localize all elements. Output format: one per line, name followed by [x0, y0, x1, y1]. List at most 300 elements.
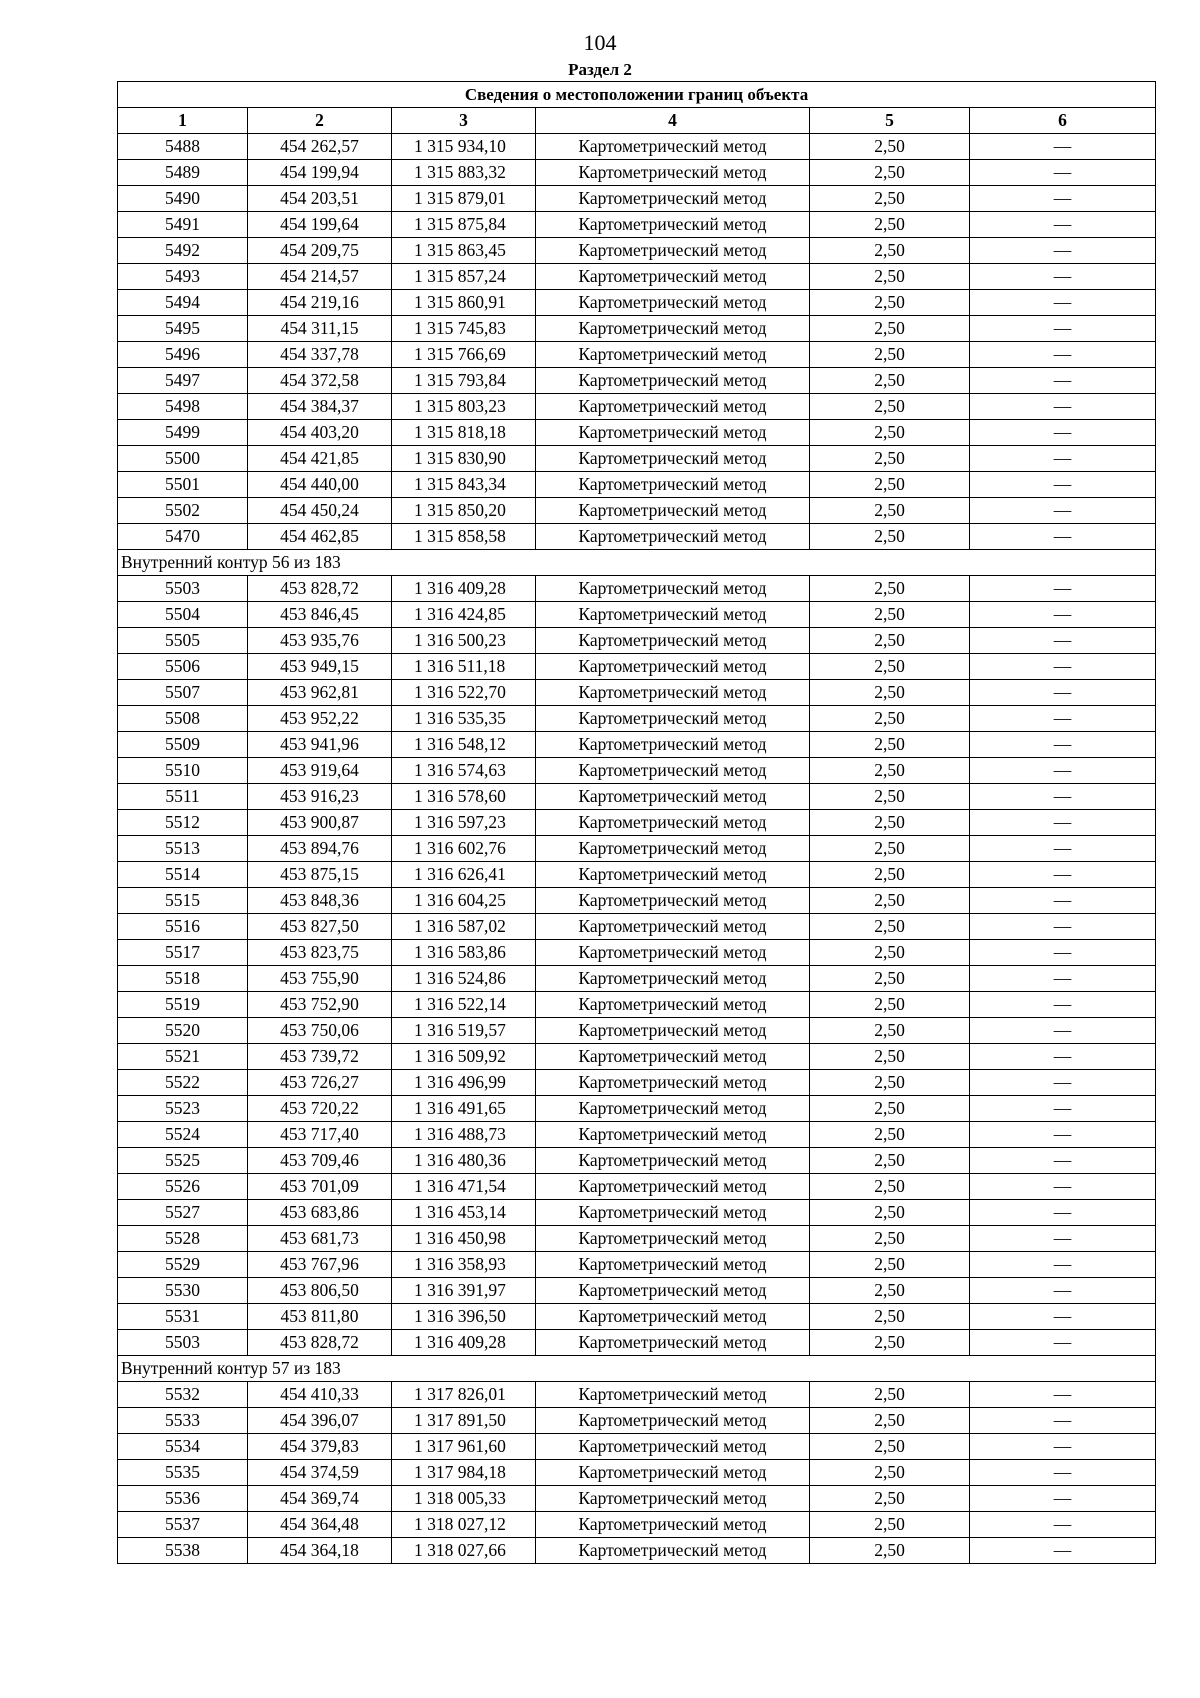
x-coordinate-cell: 453 875,15 — [248, 862, 392, 888]
y-coordinate-cell: 1 318 027,66 — [392, 1538, 536, 1564]
x-coordinate-cell: 453 935,76 — [248, 628, 392, 654]
description-cell: — — [970, 290, 1156, 316]
description-cell: — — [970, 1226, 1156, 1252]
x-coordinate-cell: 453 726,27 — [248, 1070, 392, 1096]
method-cell: Картометрический метод — [536, 212, 810, 238]
accuracy-cell: 2,50 — [810, 1330, 970, 1356]
description-cell: — — [970, 914, 1156, 940]
description-cell: — — [970, 966, 1156, 992]
column-header-2: 2 — [248, 108, 392, 134]
point-number-cell: 5517 — [118, 940, 248, 966]
point-number-cell: 5524 — [118, 1122, 248, 1148]
accuracy-cell: 2,50 — [810, 1304, 970, 1330]
table-row — [118, 732, 1156, 758]
y-coordinate-cell: 1 315 879,01 — [392, 186, 536, 212]
point-number-cell: 5515 — [118, 888, 248, 914]
point-number-cell: 5508 — [118, 706, 248, 732]
x-coordinate-cell: 453 916,23 — [248, 784, 392, 810]
x-coordinate-cell: 454 384,37 — [248, 394, 392, 420]
accuracy-cell: 2,50 — [810, 1408, 970, 1434]
x-coordinate-cell: 453 894,76 — [248, 836, 392, 862]
description-cell: — — [970, 1070, 1156, 1096]
point-number-cell: 5527 — [118, 1200, 248, 1226]
method-cell: Картометрический метод — [536, 940, 810, 966]
method-cell: Картометрический метод — [536, 1434, 810, 1460]
description-cell: — — [970, 1122, 1156, 1148]
table-row — [118, 1538, 1156, 1564]
table-row — [118, 264, 1156, 290]
description-cell: — — [970, 160, 1156, 186]
accuracy-cell: 2,50 — [810, 264, 970, 290]
table-row — [118, 1408, 1156, 1434]
y-coordinate-cell: 1 316 509,92 — [392, 1044, 536, 1070]
description-cell: — — [970, 1434, 1156, 1460]
accuracy-cell: 2,50 — [810, 394, 970, 420]
accuracy-cell: 2,50 — [810, 446, 970, 472]
method-cell: Картометрический метод — [536, 1018, 810, 1044]
accuracy-cell: 2,50 — [810, 1070, 970, 1096]
accuracy-cell: 2,50 — [810, 914, 970, 940]
method-cell: Картометрический метод — [536, 966, 810, 992]
method-cell: Картометрический метод — [536, 160, 810, 186]
x-coordinate-cell: 453 709,46 — [248, 1148, 392, 1174]
y-coordinate-cell: 1 315 863,45 — [392, 238, 536, 264]
point-number-cell: 5538 — [118, 1538, 248, 1564]
x-coordinate-cell: 454 262,57 — [248, 134, 392, 160]
x-coordinate-cell: 453 755,90 — [248, 966, 392, 992]
accuracy-cell: 2,50 — [810, 1486, 970, 1512]
x-coordinate-cell: 454 440,00 — [248, 472, 392, 498]
point-number-cell: 5532 — [118, 1382, 248, 1408]
method-cell: Картометрический метод — [536, 134, 810, 160]
x-coordinate-cell: 454 364,18 — [248, 1538, 392, 1564]
method-cell: Картометрический метод — [536, 394, 810, 420]
point-number-cell: 5504 — [118, 602, 248, 628]
boundary-table — [117, 81, 1156, 1564]
y-coordinate-cell: 1 316 587,02 — [392, 914, 536, 940]
description-cell: — — [970, 472, 1156, 498]
description-cell: — — [970, 1148, 1156, 1174]
method-cell: Картометрический метод — [536, 680, 810, 706]
table-row — [118, 628, 1156, 654]
point-number-cell: 5520 — [118, 1018, 248, 1044]
description-cell: — — [970, 732, 1156, 758]
method-cell: Картометрический метод — [536, 1070, 810, 1096]
x-coordinate-cell: 454 410,33 — [248, 1382, 392, 1408]
method-cell: Картометрический метод — [536, 1122, 810, 1148]
x-coordinate-cell: 453 823,75 — [248, 940, 392, 966]
description-cell: — — [970, 1538, 1156, 1564]
point-number-cell: 5507 — [118, 680, 248, 706]
method-cell: Картометрический метод — [536, 1486, 810, 1512]
x-coordinate-cell: 454 214,57 — [248, 264, 392, 290]
method-cell: Картометрический метод — [536, 1200, 810, 1226]
accuracy-cell: 2,50 — [810, 134, 970, 160]
description-cell: — — [970, 888, 1156, 914]
method-cell: Картометрический метод — [536, 706, 810, 732]
table-row — [118, 758, 1156, 784]
method-cell: Картометрический метод — [536, 628, 810, 654]
x-coordinate-cell: 454 209,75 — [248, 238, 392, 264]
accuracy-cell: 2,50 — [810, 1226, 970, 1252]
method-cell: Картометрический метод — [536, 420, 810, 446]
table-row — [118, 810, 1156, 836]
point-number-cell: 5496 — [118, 342, 248, 368]
table-row — [118, 1512, 1156, 1538]
method-cell: Картометрический метод — [536, 1538, 810, 1564]
point-number-cell: 5492 — [118, 238, 248, 264]
y-coordinate-cell: 1 315 818,18 — [392, 420, 536, 446]
accuracy-cell: 2,50 — [810, 1512, 970, 1538]
table-row — [118, 836, 1156, 862]
method-cell: Картометрический метод — [536, 576, 810, 602]
point-number-cell: 5501 — [118, 472, 248, 498]
column-header-5: 5 — [810, 108, 970, 134]
y-coordinate-cell: 1 315 883,32 — [392, 160, 536, 186]
method-cell: Картометрический метод — [536, 446, 810, 472]
y-coordinate-cell: 1 315 934,10 — [392, 134, 536, 160]
accuracy-cell: 2,50 — [810, 1018, 970, 1044]
point-number-cell: 5528 — [118, 1226, 248, 1252]
table-row — [118, 1486, 1156, 1512]
table-row — [118, 1174, 1156, 1200]
table-row — [118, 498, 1156, 524]
x-coordinate-cell: 454 219,16 — [248, 290, 392, 316]
table-row — [118, 1148, 1156, 1174]
accuracy-cell: 2,50 — [810, 420, 970, 446]
accuracy-cell: 2,50 — [810, 602, 970, 628]
accuracy-cell: 2,50 — [810, 1122, 970, 1148]
accuracy-cell: 2,50 — [810, 862, 970, 888]
table-row — [118, 1096, 1156, 1122]
description-cell: — — [970, 1200, 1156, 1226]
description-cell: — — [970, 1512, 1156, 1538]
contour-label: Внутренний контур 57 из 183 — [118, 1356, 1156, 1382]
point-number-cell: 5502 — [118, 498, 248, 524]
x-coordinate-cell: 453 701,09 — [248, 1174, 392, 1200]
method-cell: Картометрический метод — [536, 1304, 810, 1330]
method-cell: Картометрический метод — [536, 1252, 810, 1278]
x-coordinate-cell: 454 462,85 — [248, 524, 392, 550]
x-coordinate-cell: 454 403,20 — [248, 420, 392, 446]
column-header-row — [118, 108, 1156, 134]
table-row — [118, 1278, 1156, 1304]
point-number-cell: 5509 — [118, 732, 248, 758]
description-cell: — — [970, 862, 1156, 888]
y-coordinate-cell: 1 316 488,73 — [392, 1122, 536, 1148]
y-coordinate-cell: 1 317 984,18 — [392, 1460, 536, 1486]
point-number-cell: 5537 — [118, 1512, 248, 1538]
y-coordinate-cell: 1 316 548,12 — [392, 732, 536, 758]
point-number-cell: 5519 — [118, 992, 248, 1018]
x-coordinate-cell: 453 828,72 — [248, 1330, 392, 1356]
x-coordinate-cell: 453 720,22 — [248, 1096, 392, 1122]
point-number-cell: 5470 — [118, 524, 248, 550]
method-cell: Картометрический метод — [536, 836, 810, 862]
x-coordinate-cell: 453 739,72 — [248, 1044, 392, 1070]
y-coordinate-cell: 1 315 803,23 — [392, 394, 536, 420]
x-coordinate-cell: 453 717,40 — [248, 1122, 392, 1148]
description-cell: — — [970, 134, 1156, 160]
table-row — [118, 706, 1156, 732]
y-coordinate-cell: 1 316 450,98 — [392, 1226, 536, 1252]
method-cell: Картометрический метод — [536, 316, 810, 342]
y-coordinate-cell: 1 315 766,69 — [392, 342, 536, 368]
method-cell: Картометрический метод — [536, 342, 810, 368]
table-title: Сведения о местоположении границ объекта — [118, 82, 1156, 108]
accuracy-cell: 2,50 — [810, 576, 970, 602]
accuracy-cell: 2,50 — [810, 1434, 970, 1460]
point-number-cell: 5526 — [118, 1174, 248, 1200]
method-cell: Картометрический метод — [536, 368, 810, 394]
point-number-cell: 5521 — [118, 1044, 248, 1070]
description-cell: — — [970, 1044, 1156, 1070]
table-row — [118, 290, 1156, 316]
x-coordinate-cell: 453 848,36 — [248, 888, 392, 914]
table-row — [118, 524, 1156, 550]
table-row — [118, 576, 1156, 602]
accuracy-cell: 2,50 — [810, 1148, 970, 1174]
y-coordinate-cell: 1 316 535,35 — [392, 706, 536, 732]
y-coordinate-cell: 1 316 358,93 — [392, 1252, 536, 1278]
table-row — [118, 316, 1156, 342]
method-cell: Картометрический метод — [536, 1330, 810, 1356]
accuracy-cell: 2,50 — [810, 316, 970, 342]
accuracy-cell: 2,50 — [810, 1252, 970, 1278]
accuracy-cell: 2,50 — [810, 836, 970, 862]
table-row — [118, 1330, 1156, 1356]
description-cell: — — [970, 628, 1156, 654]
y-coordinate-cell: 1 316 453,14 — [392, 1200, 536, 1226]
method-cell: Картометрический метод — [536, 1408, 810, 1434]
y-coordinate-cell: 1 316 500,23 — [392, 628, 536, 654]
x-coordinate-cell: 453 806,50 — [248, 1278, 392, 1304]
y-coordinate-cell: 1 317 826,01 — [392, 1382, 536, 1408]
table-row — [118, 992, 1156, 1018]
contour-label: Внутренний контур 56 из 183 — [118, 550, 1156, 576]
y-coordinate-cell: 1 316 522,70 — [392, 680, 536, 706]
method-cell: Картометрический метод — [536, 472, 810, 498]
x-coordinate-cell: 453 811,80 — [248, 1304, 392, 1330]
point-number-cell: 5495 — [118, 316, 248, 342]
method-cell: Картометрический метод — [536, 1278, 810, 1304]
table-row — [118, 134, 1156, 160]
accuracy-cell: 2,50 — [810, 706, 970, 732]
method-cell: Картометрический метод — [536, 810, 810, 836]
point-number-cell: 5500 — [118, 446, 248, 472]
table-row — [118, 186, 1156, 212]
method-cell: Картометрический метод — [536, 498, 810, 524]
description-cell: — — [970, 1096, 1156, 1122]
accuracy-cell: 2,50 — [810, 810, 970, 836]
x-coordinate-cell: 453 900,87 — [248, 810, 392, 836]
description-cell: — — [970, 940, 1156, 966]
description-cell: — — [970, 1174, 1156, 1200]
point-number-cell: 5536 — [118, 1486, 248, 1512]
point-number-cell: 5530 — [118, 1278, 248, 1304]
description-cell: — — [970, 368, 1156, 394]
x-coordinate-cell: 453 828,72 — [248, 576, 392, 602]
y-coordinate-cell: 1 316 409,28 — [392, 1330, 536, 1356]
accuracy-cell: 2,50 — [810, 784, 970, 810]
y-coordinate-cell: 1 316 396,50 — [392, 1304, 536, 1330]
method-cell: Картометрический метод — [536, 784, 810, 810]
point-number-cell: 5491 — [118, 212, 248, 238]
table-row — [118, 940, 1156, 966]
x-coordinate-cell: 453 962,81 — [248, 680, 392, 706]
x-coordinate-cell: 454 372,58 — [248, 368, 392, 394]
point-number-cell: 5498 — [118, 394, 248, 420]
x-coordinate-cell: 454 199,94 — [248, 160, 392, 186]
accuracy-cell: 2,50 — [810, 1044, 970, 1070]
table-row — [118, 1200, 1156, 1226]
method-cell: Картометрический метод — [536, 758, 810, 784]
table-row — [118, 1460, 1156, 1486]
x-coordinate-cell: 453 752,90 — [248, 992, 392, 1018]
description-cell: — — [970, 186, 1156, 212]
method-cell: Картометрический метод — [536, 602, 810, 628]
table-row — [118, 1252, 1156, 1278]
accuracy-cell: 2,50 — [810, 654, 970, 680]
table-row — [118, 446, 1156, 472]
table-row — [118, 680, 1156, 706]
table-row — [118, 160, 1156, 186]
method-cell: Картометрический метод — [536, 1226, 810, 1252]
x-coordinate-cell: 454 364,48 — [248, 1512, 392, 1538]
description-cell: — — [970, 654, 1156, 680]
contour-label-row — [118, 550, 1156, 576]
table-row — [118, 394, 1156, 420]
y-coordinate-cell: 1 316 583,86 — [392, 940, 536, 966]
y-coordinate-cell: 1 316 597,23 — [392, 810, 536, 836]
description-cell: — — [970, 394, 1156, 420]
description-cell: — — [970, 1382, 1156, 1408]
description-cell: — — [970, 576, 1156, 602]
accuracy-cell: 2,50 — [810, 680, 970, 706]
point-number-cell: 5493 — [118, 264, 248, 290]
accuracy-cell: 2,50 — [810, 368, 970, 394]
accuracy-cell: 2,50 — [810, 966, 970, 992]
accuracy-cell: 2,50 — [810, 1174, 970, 1200]
table-row — [118, 368, 1156, 394]
x-coordinate-cell: 453 683,86 — [248, 1200, 392, 1226]
y-coordinate-cell: 1 316 424,85 — [392, 602, 536, 628]
y-coordinate-cell: 1 316 391,97 — [392, 1278, 536, 1304]
method-cell: Картометрический метод — [536, 1512, 810, 1538]
y-coordinate-cell: 1 318 005,33 — [392, 1486, 536, 1512]
x-coordinate-cell: 454 337,78 — [248, 342, 392, 368]
contour-label-row — [118, 1356, 1156, 1382]
point-number-cell: 5489 — [118, 160, 248, 186]
accuracy-cell: 2,50 — [810, 498, 970, 524]
table-row — [118, 1226, 1156, 1252]
y-coordinate-cell: 1 315 857,24 — [392, 264, 536, 290]
y-coordinate-cell: 1 315 860,91 — [392, 290, 536, 316]
method-cell: Картометрический метод — [536, 1044, 810, 1070]
y-coordinate-cell: 1 316 626,41 — [392, 862, 536, 888]
table-row — [118, 1044, 1156, 1070]
method-cell: Картометрический метод — [536, 186, 810, 212]
y-coordinate-cell: 1 316 511,18 — [392, 654, 536, 680]
description-cell: — — [970, 1460, 1156, 1486]
method-cell: Картометрический метод — [536, 654, 810, 680]
point-number-cell: 5503 — [118, 576, 248, 602]
y-coordinate-cell: 1 316 522,14 — [392, 992, 536, 1018]
table-body — [118, 134, 1156, 1564]
point-number-cell: 5514 — [118, 862, 248, 888]
point-number-cell: 5531 — [118, 1304, 248, 1330]
description-cell: — — [970, 524, 1156, 550]
x-coordinate-cell: 453 919,64 — [248, 758, 392, 784]
method-cell: Картометрический метод — [536, 238, 810, 264]
table-row — [118, 1122, 1156, 1148]
accuracy-cell: 2,50 — [810, 888, 970, 914]
y-coordinate-cell: 1 315 858,58 — [392, 524, 536, 550]
accuracy-cell: 2,50 — [810, 524, 970, 550]
method-cell: Картометрический метод — [536, 914, 810, 940]
x-coordinate-cell: 453 952,22 — [248, 706, 392, 732]
y-coordinate-cell: 1 315 745,83 — [392, 316, 536, 342]
table-row — [118, 472, 1156, 498]
point-number-cell: 5534 — [118, 1434, 248, 1460]
description-cell: — — [970, 836, 1156, 862]
x-coordinate-cell: 454 396,07 — [248, 1408, 392, 1434]
table-row — [118, 862, 1156, 888]
point-number-cell: 5499 — [118, 420, 248, 446]
table-row — [118, 1018, 1156, 1044]
description-cell: — — [970, 420, 1156, 446]
point-number-cell: 5506 — [118, 654, 248, 680]
description-cell: — — [970, 1018, 1156, 1044]
point-number-cell: 5518 — [118, 966, 248, 992]
description-cell: — — [970, 758, 1156, 784]
x-coordinate-cell: 454 379,83 — [248, 1434, 392, 1460]
x-coordinate-cell: 453 750,06 — [248, 1018, 392, 1044]
description-cell: — — [970, 264, 1156, 290]
y-coordinate-cell: 1 316 480,36 — [392, 1148, 536, 1174]
x-coordinate-cell: 454 421,85 — [248, 446, 392, 472]
point-number-cell: 5488 — [118, 134, 248, 160]
point-number-cell: 5513 — [118, 836, 248, 862]
point-number-cell: 5511 — [118, 784, 248, 810]
accuracy-cell: 2,50 — [810, 472, 970, 498]
method-cell: Картометрический метод — [536, 888, 810, 914]
accuracy-cell: 2,50 — [810, 160, 970, 186]
description-cell: — — [970, 1486, 1156, 1512]
method-cell: Картометрический метод — [536, 524, 810, 550]
page-number: 104 — [583, 30, 617, 55]
accuracy-cell: 2,50 — [810, 992, 970, 1018]
description-cell: — — [970, 706, 1156, 732]
description-cell: — — [970, 238, 1156, 264]
method-cell: Картометрический метод — [536, 290, 810, 316]
accuracy-cell: 2,50 — [810, 1538, 970, 1564]
y-coordinate-cell: 1 316 471,54 — [392, 1174, 536, 1200]
point-number-cell: 5522 — [118, 1070, 248, 1096]
table-row — [118, 914, 1156, 940]
x-coordinate-cell: 453 941,96 — [248, 732, 392, 758]
table-row — [118, 1382, 1156, 1408]
accuracy-cell: 2,50 — [810, 758, 970, 784]
y-coordinate-cell: 1 316 578,60 — [392, 784, 536, 810]
column-header-6: 6 — [970, 108, 1156, 134]
y-coordinate-cell: 1 316 524,86 — [392, 966, 536, 992]
column-header-4: 4 — [536, 108, 810, 134]
x-coordinate-cell: 454 374,59 — [248, 1460, 392, 1486]
method-cell: Картометрический метод — [536, 992, 810, 1018]
y-coordinate-cell: 1 318 027,12 — [392, 1512, 536, 1538]
y-coordinate-cell: 1 315 875,84 — [392, 212, 536, 238]
